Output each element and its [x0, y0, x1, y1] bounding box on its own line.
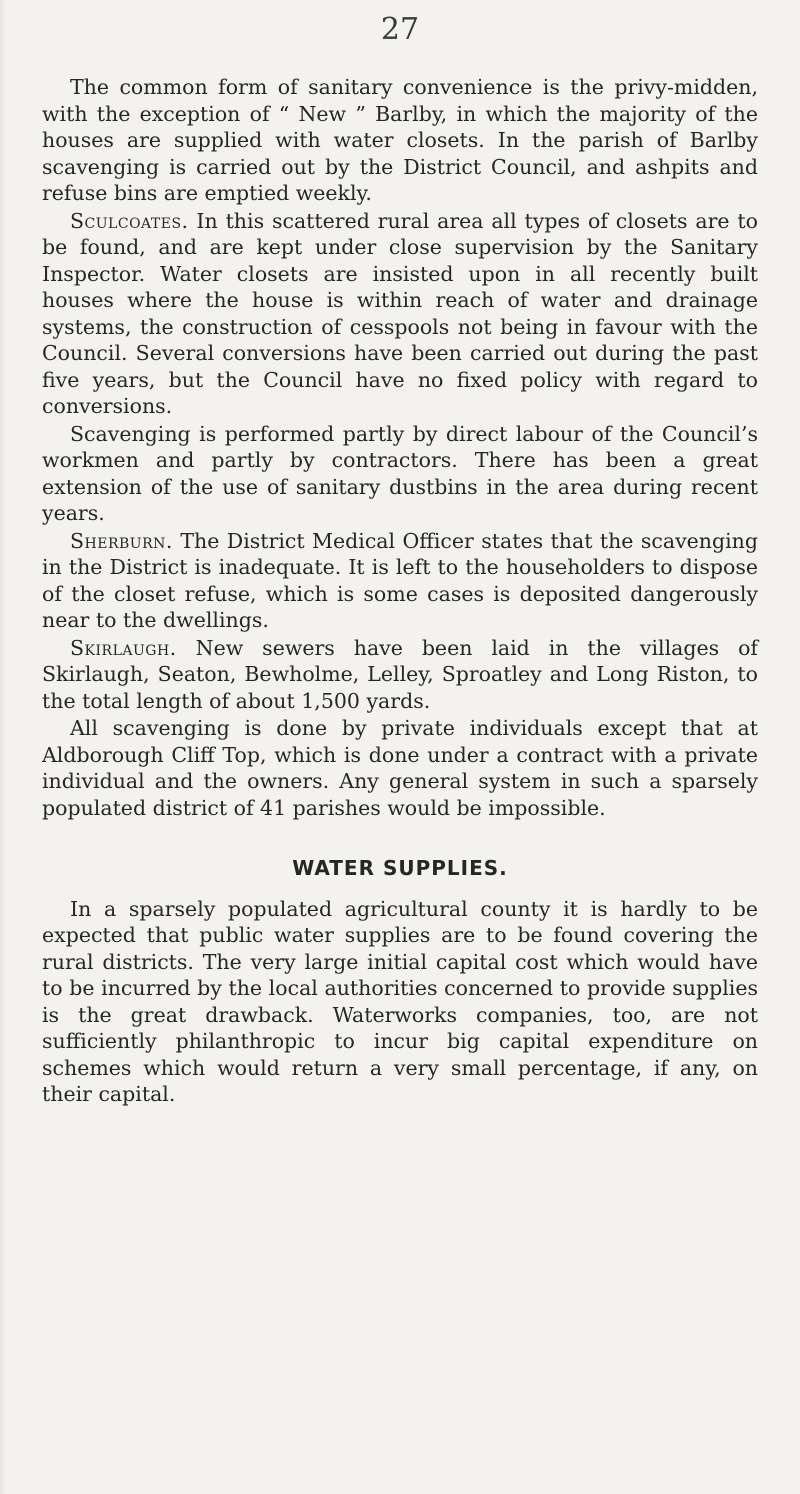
- paragraph-barlby: The common form of sanitary convenience is the privy-midden, with the exception of “ New ” Barlby, in which the majority of the houses are supplied with water closets. In the parish of Barlby scavenging is carried out by the District Council, and ashpits and refuse bins are emptied weekly.: [42, 75, 758, 205]
- paragraph-water-supplies: In a sparsely populated agricultural county it is hardly to be expected that public water supplies are to be found covering the rural districts. The very large initial capital cost which would have to be incurred by the local authorities concerned to provide supplies is the great drawback. Waterworks companies, too, are not sufficiently philanthropic to incur big capital expenditure on schemes which would return a very small percentage, if any, on their capital.: [42, 896, 758, 1106]
- paragraph-sherburn: [42, 528, 758, 634]
- place-name-sculcoates: Sculcoates.: [70, 208, 189, 233]
- page-binding-edge: [0, 0, 6, 1494]
- paragraph-sculcoates-text: In this scattered rural area all types of closets are to be found, and are kept under close supervision by the Sanitary Inspector. Water closets are insisted upon in all recently built houses where the house is within reach of water and drainage systems, the construction of cesspools not being in favour with the Council. Several conversions have been carried out during the past five years, but the Council have no fixed policy with regard to conversions.: [42, 208, 758, 418]
- paragraph-sculcoates: [42, 208, 758, 420]
- paragraph-skirlaugh: [42, 635, 758, 715]
- body-text: [42, 74, 758, 1108]
- section-heading-water-supplies: WATER SUPPLIES.: [292, 856, 508, 880]
- paragraph-private-scavenging: All scavenging is done by private individuals except that at Aldborough Cliff Top, which is done under a contract with a private individual and the owners. Any general system in such a sparsely populated district of 41 parishes would be impossible.: [42, 716, 758, 820]
- paragraph-skirlaugh-text: New sewers have been laid in the villages of Skirlaugh, Seaton, Bewholme, Lelley, Sproatley and Long Riston, to the total length of about 1,500 yards.: [42, 635, 758, 713]
- paragraph-sherburn-text: The District Medical Officer states that the scavenging in the District is inadequate. It is left to the householders to dispose of the closet refuse, which is some cases is deposited dangerously near to the dwellings.: [42, 528, 758, 632]
- paragraph-scavenging: Scavenging is performed partly by direct labour of the Council’s workmen and partly by contractors. There has been a great extension of the use of sanitary dustbins in the area during recent years.: [42, 421, 758, 525]
- place-name-skirlaugh: Skirlaugh.: [70, 635, 177, 660]
- page-number: 27: [380, 12, 420, 47]
- place-name-sherburn: Sherburn.: [70, 528, 173, 553]
